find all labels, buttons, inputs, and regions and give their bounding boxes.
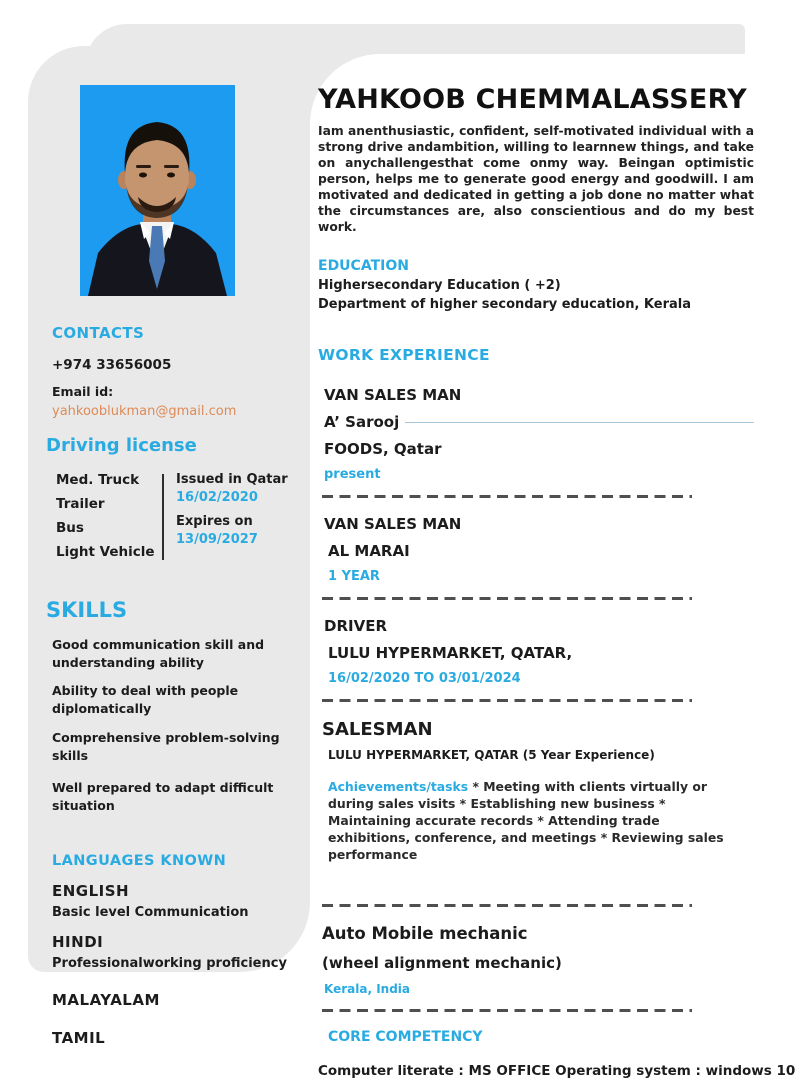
job-company-2: FOODS, Qatar xyxy=(324,439,442,458)
sidebar xyxy=(46,324,292,1047)
license-vehicle: Med. Truck xyxy=(56,472,140,488)
job-dates: present xyxy=(324,466,381,482)
issued-date: 16/02/2020 xyxy=(176,490,258,505)
job-entry xyxy=(324,719,754,864)
skill-item: Ability to deal with people diplomatically xyxy=(52,683,239,717)
education-heading: EDUCATION xyxy=(318,257,409,274)
languages-heading: LANGUAGES KNOWN xyxy=(52,853,227,869)
license-vehicle: Bus xyxy=(56,520,84,536)
core-competency-text: Computer literate : MS OFFICE Operating system : windows 10 xyxy=(318,1063,795,1079)
achievements-text: * Meeting with clients virtually or during sales visits * Establishing new business * Maintaining accurate records * Attending trade exhibitions, conference, and meetings * Reviewing sales performance xyxy=(328,778,724,863)
language-level: Basic level Communication xyxy=(52,905,249,920)
license-vehicle-list xyxy=(56,472,162,568)
work-experience-heading: WORK EXPERIENCE xyxy=(318,345,490,364)
dashed-separator xyxy=(322,699,692,702)
job-list xyxy=(318,385,795,1079)
driving-license-table xyxy=(56,472,292,568)
email-address[interactable]: yahkooblukman@gmail.com xyxy=(52,404,237,419)
language-name: ENGLISH xyxy=(52,882,130,900)
language-level: Professionalworking proficiency xyxy=(52,956,287,971)
core-competency-heading: CORE COMPETENCY xyxy=(328,1029,483,1046)
job-company: A’ Sarooj xyxy=(324,412,400,431)
job-dates: 16/02/2020 TO 03/01/2024 xyxy=(328,670,521,686)
license-vehicle: Light Vehicle xyxy=(56,544,155,560)
expires-label: Expires on xyxy=(176,514,253,529)
education-degree: Highersecondary Education ( +2) xyxy=(318,277,561,293)
license-dates xyxy=(176,472,292,568)
skill-item: Well prepared to adapt difficult situation xyxy=(52,779,274,813)
dashed-separator xyxy=(322,495,692,498)
profile-photo xyxy=(80,85,235,296)
job-entry xyxy=(324,515,754,584)
phone-number: +974 33656005 xyxy=(52,357,172,373)
spacer xyxy=(324,863,754,891)
driving-license-heading: Driving license xyxy=(46,435,197,456)
job-title: VAN SALES MAN xyxy=(324,385,462,404)
education-institution: Department of higher secondary education, Kerala xyxy=(318,296,691,312)
issued-label: Issued in Qatar xyxy=(176,472,288,487)
job-title: SALESMAN xyxy=(322,718,433,740)
main-content xyxy=(318,84,795,1079)
candidate-name: YAHKOOB CHEMMALASSERY xyxy=(318,84,747,115)
skill-item: Good communication skill and understanding ability xyxy=(52,637,265,671)
job-title: Auto Mobile mechanic xyxy=(322,924,528,944)
license-vehicle: Trailer xyxy=(56,496,105,512)
job-entry xyxy=(324,386,754,482)
job-company: LULU HYPERMARKET, QATAR (5 Year Experience) xyxy=(328,747,655,762)
profile-summary: Iam anenthusiastic, confident, self-motivated individual with a strong drive andambition, willing to learnnew things, and take on anychallengesthat come onmy way. Beingan optimistic person, helps me to generate good energy and goodwill. I am motivated and dedicated in getting a job done no matter what the circumstances are, also conscientious and do my best work. xyxy=(318,124,754,234)
job-company: (wheel alignment mechanic) xyxy=(322,954,562,973)
achievements-label: Achievements/tasks xyxy=(328,778,469,794)
job-company: AL MARAI xyxy=(328,541,410,560)
contacts-heading: CONTACTS xyxy=(52,324,145,342)
job-location: Kerala, India xyxy=(324,982,410,997)
job-dates: 1 YEAR xyxy=(328,568,380,584)
job-entry xyxy=(324,617,754,686)
language-name: HINDI xyxy=(52,933,104,951)
dashed-separator xyxy=(322,904,692,907)
job-title: DRIVER xyxy=(324,616,387,635)
license-divider xyxy=(162,474,176,560)
job-achievements xyxy=(328,778,728,864)
dashed-separator xyxy=(322,1009,692,1012)
language-name: TAMIL xyxy=(52,1029,106,1047)
language-name: MALAYALAM xyxy=(52,991,160,1009)
job-title: VAN SALES MAN xyxy=(324,514,462,533)
decorative-rule xyxy=(405,422,754,423)
job-company-row xyxy=(324,413,754,431)
dashed-separator xyxy=(322,597,692,600)
skills-heading: SKILLS xyxy=(46,598,128,622)
expires-date: 13/09/2027 xyxy=(176,532,258,547)
email-label: Email id: xyxy=(52,384,114,399)
job-company: LULU HYPERMARKET, QATAR, xyxy=(328,643,573,662)
job-entry xyxy=(324,924,754,996)
portrait-illustration xyxy=(80,85,235,296)
skill-item: Comprehensive problem-solving skills xyxy=(52,729,280,763)
